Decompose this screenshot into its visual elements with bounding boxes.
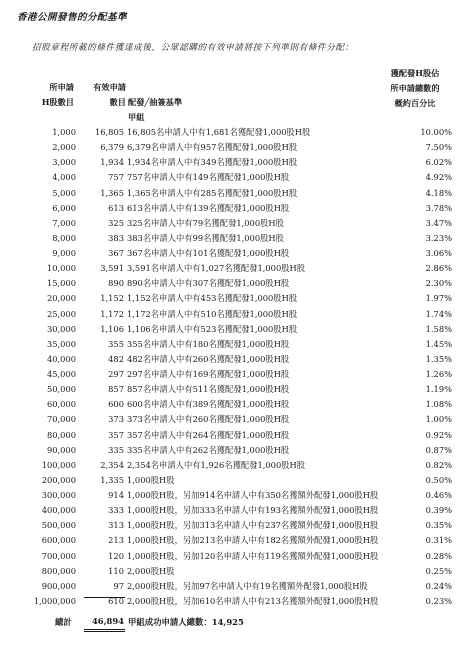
row-percentage: 7.50% [425,142,452,153]
row-percentage: 0.35% [425,520,452,531]
total-rule-top [84,597,125,598]
row-shares: 300,000 [41,490,76,500]
row-shares: 10,000 [46,263,76,274]
row-basis: 325名申請人中有79名獲配發1,000股H股 [127,217,284,228]
row-percentage: 1.45% [425,338,452,349]
row-basis: 1,172名申請人中有510名獲配發1,000股H股 [127,308,298,319]
row-valid-count: 335 [108,444,124,455]
row-percentage: 1.26% [425,369,452,379]
row-valid-count: 373 [108,414,124,425]
row-shares: 1,000,000 [33,595,76,606]
row-valid-count: 313 [108,520,124,531]
row-shares: 2,000 [52,142,76,153]
table-row [0,276,463,291]
row-basis: 1,106名申請人中有523名獲配發1,000股H股 [127,323,298,334]
row-basis: 1,000股H股，另加914名申請人中有350名獲額外配發1,000股H股 [127,490,379,500]
row-shares: 90,000 [46,444,76,455]
table-row [0,337,463,352]
row-basis: 1,000股H股，另加333名申請人中有193名獲額外配發1,000股H股 [127,505,379,516]
row-basis: 1,365名申請人中有285名獲配發1,000股H股 [127,187,298,198]
table-row [0,231,463,246]
row-percentage: 1.19% [425,384,452,395]
header-pct-line2: 所申請總數的 [390,83,440,93]
row-percentage: 10.00% [420,127,452,137]
intro-text: 招股章程所載的條件獲達成後，公眾認購的有效申請將按下列準則有條件分配： [32,43,354,53]
row-percentage: 1.35% [425,353,452,364]
row-shares: 800,000 [41,565,76,576]
row-valid-count: 6,379 [100,142,124,153]
table-row [0,397,463,412]
header-valid-line1: 有效申請 [93,82,126,92]
header-percentage [370,66,460,111]
row-percentage: 1.74% [425,308,452,319]
row-basis: 1,152名申請人中有453名獲配發1,000股H股 [127,293,298,304]
row-percentage: 1.08% [425,399,452,410]
row-percentage: 0.92% [425,429,452,440]
row-basis: 383名申請人中有99名獲配發1,000股H股 [127,232,284,243]
table-row [0,412,463,427]
row-valid-count: 1,106 [100,323,124,334]
row-shares: 700,000 [41,550,76,561]
total-label: 總計 [55,617,72,627]
row-shares: 80,000 [46,429,76,440]
row-percentage: 4.92% [425,172,452,183]
row-percentage: 1.00% [425,414,452,425]
row-valid-count: 333 [108,505,124,516]
row-valid-count: 1,172 [100,308,124,319]
row-valid-count: 1,152 [100,293,124,304]
row-basis: 1,000股H股，另加213名申請人中有182名獲額外配發1,000股H股 [127,535,379,546]
row-valid-count: 1,365 [100,187,124,198]
row-valid-count: 325 [108,217,124,228]
row-basis: 355名申請人中有180名獲配發1,000股H股 [127,338,290,349]
header-basis: 配發╱抽簽基準 [128,97,183,107]
row-valid-count: 213 [108,535,124,546]
total-rule-double-1 [84,629,125,630]
row-shares: 500,000 [41,520,76,531]
allocation-table [0,125,463,609]
row-percentage: 0.87% [425,444,452,455]
header-applied-shares [34,80,74,110]
row-valid-count: 914 [108,490,124,500]
row-shares: 35,000 [46,338,76,349]
table-row [0,443,463,458]
row-shares: 20,000 [46,293,76,304]
row-basis: 1,000股H股，另加313名申請人中有237名獲額外配發1,000股H股 [127,520,379,531]
row-shares: 50,000 [46,384,76,395]
row-percentage: 1.58% [425,323,452,334]
row-basis: 482名申請人中有260名獲配發1,000股H股 [127,353,290,364]
row-percentage: 0.28% [425,550,452,561]
row-basis: 857名申請人中有511名獲配發1,000股H股 [127,384,290,395]
table-row [0,125,463,140]
row-percentage: 6.02% [425,157,452,168]
row-shares: 3,000 [52,157,76,168]
table-row [0,246,463,261]
row-shares: 4,000 [52,172,76,183]
header-pct-line1: 獲配發H股佔 [390,68,440,78]
row-percentage: 0.25% [425,565,452,576]
row-shares: 200,000 [41,474,76,485]
row-percentage: 0.82% [425,459,452,470]
row-basis: 600名申請人中有389名獲配發1,000股H股 [127,399,290,410]
row-percentage: 3.47% [425,217,452,228]
header-valid-applications [86,80,126,110]
row-percentage: 3.78% [425,202,452,213]
table-row [0,428,463,443]
row-basis: 1,000股H股 [127,474,175,485]
header-pct-line3: 概約百分比 [394,98,436,108]
row-basis: 2,354名申請人中有1,926名獲配發1,000股H股 [127,459,306,470]
row-basis: 373名申請人中有260名獲配發1,000股H股 [127,414,290,425]
row-basis: 6,379名申請人中有957名獲配發1,000股H股 [127,142,298,153]
row-basis: 357名申請人中有264名獲配發1,000股H股 [127,429,290,440]
row-shares: 60,000 [46,399,76,410]
row-percentage: 2.86% [425,263,452,274]
row-basis: 2,000股H股，另加610名申請人中有213名獲額外配發1,000股H股 [127,595,379,606]
table-row [0,473,463,488]
table-row [0,170,463,185]
table-row [0,322,463,337]
table-row [0,140,463,155]
row-percentage: 1.97% [425,293,452,304]
table-row [0,549,463,564]
row-valid-count: 110 [108,565,124,576]
row-percentage: 2.30% [425,278,452,289]
table-row [0,533,463,548]
table-row [0,291,463,306]
row-valid-count: 857 [108,384,124,395]
row-basis: 757名申請人中有149名獲配發1,000股H股 [127,172,290,183]
table-row [0,307,463,322]
table-row [0,518,463,533]
row-shares: 7,000 [52,217,76,228]
row-basis: 1,934名申請人中有349名獲配發1,000股H股 [127,157,298,168]
table-row [0,186,463,201]
total-note: 甲組成功申請人總數：14,925 [128,617,244,627]
row-valid-count: 890 [108,278,124,289]
total-value: 46,894 [91,616,124,626]
row-basis: 16,805名申請人中有1,681名獲配發1,000股H股 [127,127,311,137]
row-basis: 297名申請人中有169名獲配發1,000股H股 [127,369,290,379]
row-basis: 613名申請人中有139名獲配發1,000股H股 [127,202,290,213]
row-basis: 1,000股H股，另加120名申請人中有119名獲額外配發1,000股H股 [127,550,379,561]
row-shares: 400,000 [41,505,76,516]
table-row [0,579,463,594]
row-percentage: 0.31% [425,535,452,546]
header-valid-line2: 數目 [109,97,126,107]
table-row [0,352,463,367]
row-valid-count: 97 [113,580,124,591]
row-valid-count: 613 [108,202,124,213]
row-percentage: 3.23% [425,232,452,243]
table-row [0,594,463,609]
row-shares: 600,000 [41,535,76,546]
row-valid-count: 482 [108,353,124,364]
header-group-a: 甲組 [128,112,145,122]
total-rule-double-2 [84,631,125,632]
row-valid-count: 355 [108,338,124,349]
row-shares: 900,000 [41,580,76,591]
row-shares: 100,000 [41,459,76,470]
row-percentage: 4.18% [425,187,452,198]
row-shares: 40,000 [46,353,76,364]
row-valid-count: 2,354 [100,459,124,470]
row-basis: 3,591名申請人中有1,027名獲配發1,000股H股 [127,263,306,274]
row-shares: 25,000 [46,308,76,319]
row-shares: 8,000 [52,232,76,243]
row-shares: 15,000 [46,278,76,289]
row-basis: 2,000股H股 [127,565,175,576]
row-basis: 367名申請人中有101名獲配發1,000股H股 [127,248,290,258]
row-valid-count: 383 [108,232,124,243]
row-percentage: 0.50% [425,474,452,485]
row-shares: 30,000 [46,323,76,334]
row-shares: 45,000 [46,369,76,379]
row-valid-count: 3,591 [100,263,124,274]
table-row [0,367,463,382]
row-shares: 5,000 [52,187,76,198]
row-valid-count: 1,934 [100,157,124,168]
row-valid-count: 357 [108,429,124,440]
header-applied-line2: H股數目 [41,97,74,107]
row-shares: 70,000 [46,414,76,425]
table-row [0,261,463,276]
table-row [0,201,463,216]
table-row [0,503,463,518]
table-row [0,155,463,170]
row-percentage: 0.24% [425,580,452,591]
row-shares: 9,000 [52,248,76,258]
header-applied-line1: 所申請 [49,82,74,92]
table-row [0,216,463,231]
row-basis: 2,000股H股，另加97名申請人中有19名獲額外配發1,000股H股 [127,580,368,591]
table-row [0,488,463,503]
table-row [0,382,463,397]
row-shares: 1,000 [52,127,76,137]
row-shares: 6,000 [52,202,76,213]
row-percentage: 0.39% [425,505,452,516]
row-basis: 890名申請人中有307名獲配發1,000股H股 [127,278,290,289]
table-row [0,564,463,579]
table-row [0,458,463,473]
row-basis: 335名申請人中有262名獲配發1,000股H股 [127,444,290,455]
row-valid-count: 757 [108,172,124,183]
row-valid-count: 120 [108,550,124,561]
row-valid-count: 16,805 [94,127,124,137]
row-valid-count: 1,335 [100,474,124,485]
row-valid-count: 600 [108,399,124,410]
row-percentage: 0.23% [425,595,452,606]
row-percentage: 0.46% [425,490,452,500]
row-percentage: 3.06% [425,248,452,258]
page-title: 香港公開發售的分配基準 [17,12,128,23]
row-valid-count: 297 [108,369,124,379]
row-valid-count: 610 [108,595,124,606]
row-valid-count: 367 [108,248,124,258]
